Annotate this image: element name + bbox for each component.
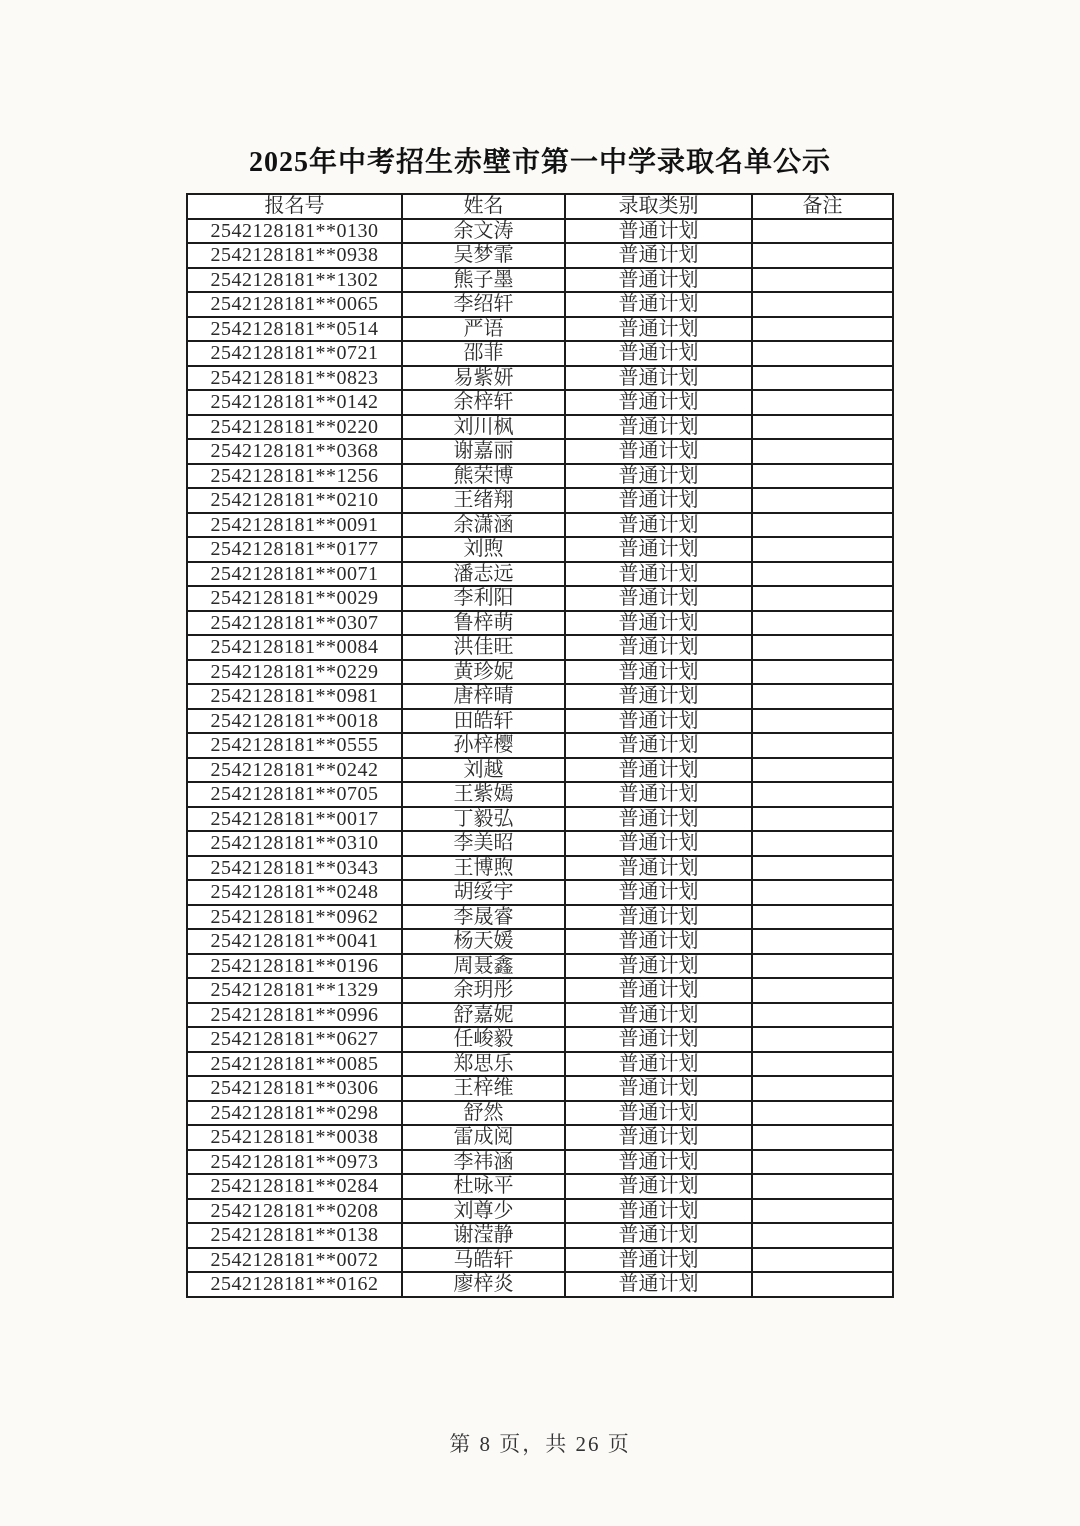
cell-admission-category: 普通计划 [565, 782, 752, 807]
cell-remark [752, 782, 893, 807]
cell-student-name: 熊子墨 [402, 268, 565, 293]
cell-admission-category: 普通计划 [565, 341, 752, 366]
cell-admission-category: 普通计划 [565, 1101, 752, 1126]
cell-student-name: 李祎涵 [402, 1150, 565, 1175]
cell-student-name: 王博煦 [402, 856, 565, 881]
cell-admission-category: 普通计划 [565, 268, 752, 293]
cell-student-name: 丁毅弘 [402, 807, 565, 832]
cell-registration-number: 2542128181**0084 [187, 635, 402, 660]
cell-registration-number: 2542128181**0996 [187, 1003, 402, 1028]
cell-registration-number: 2542128181**0973 [187, 1150, 402, 1175]
cell-student-name: 余潇涵 [402, 513, 565, 538]
cell-registration-number: 2542128181**0208 [187, 1199, 402, 1224]
cell-student-name: 潘志远 [402, 562, 565, 587]
cell-student-name: 吴梦霏 [402, 243, 565, 268]
cell-remark [752, 219, 893, 244]
cell-remark [752, 366, 893, 391]
table-row [187, 782, 893, 807]
cell-student-name: 李绍轩 [402, 292, 565, 317]
table-row [187, 1027, 893, 1052]
cell-remark [752, 709, 893, 734]
cell-student-name: 马皓轩 [402, 1248, 565, 1273]
cell-admission-category: 普通计划 [565, 905, 752, 930]
cell-remark [752, 1174, 893, 1199]
cell-student-name: 余玥彤 [402, 978, 565, 1003]
cell-registration-number: 2542128181**0823 [187, 366, 402, 391]
cell-remark [752, 807, 893, 832]
table-row [187, 660, 893, 685]
cell-registration-number: 2542128181**0962 [187, 905, 402, 930]
cell-remark [752, 464, 893, 489]
cell-student-name: 洪佳旺 [402, 635, 565, 660]
cell-registration-number: 2542128181**0029 [187, 586, 402, 611]
cell-remark [752, 1125, 893, 1150]
cell-student-name: 鲁梓萌 [402, 611, 565, 636]
cell-student-name: 刘尊少 [402, 1199, 565, 1224]
cell-admission-category: 普通计划 [565, 488, 752, 513]
cell-student-name: 舒嘉妮 [402, 1003, 565, 1028]
cell-registration-number: 2542128181**0162 [187, 1272, 402, 1297]
cell-remark [752, 611, 893, 636]
cell-student-name: 田皓轩 [402, 709, 565, 734]
cell-remark [752, 1199, 893, 1224]
table-row [187, 537, 893, 562]
cell-remark [752, 758, 893, 783]
table-row [187, 831, 893, 856]
cell-registration-number: 2542128181**0555 [187, 733, 402, 758]
cell-remark [752, 856, 893, 881]
cell-registration-number: 2542128181**0018 [187, 709, 402, 734]
cell-registration-number: 2542128181**0721 [187, 341, 402, 366]
cell-registration-number: 2542128181**0310 [187, 831, 402, 856]
table-row [187, 1076, 893, 1101]
cell-registration-number: 2542128181**0298 [187, 1101, 402, 1126]
cell-admission-category: 普通计划 [565, 586, 752, 611]
cell-student-name: 余文涛 [402, 219, 565, 244]
cell-remark [752, 978, 893, 1003]
cell-registration-number: 2542128181**0981 [187, 684, 402, 709]
cell-admission-category: 普通计划 [565, 1223, 752, 1248]
cell-remark [752, 905, 893, 930]
cell-student-name: 郑思乐 [402, 1052, 565, 1077]
cell-student-name: 胡绥宇 [402, 880, 565, 905]
cell-remark [752, 415, 893, 440]
cell-remark [752, 341, 893, 366]
table-row [187, 513, 893, 538]
table-row [187, 635, 893, 660]
table-row [187, 684, 893, 709]
table-row [187, 954, 893, 979]
cell-admission-category: 普通计划 [565, 1248, 752, 1273]
table-row [187, 562, 893, 587]
cell-admission-category: 普通计划 [565, 513, 752, 538]
cell-remark [752, 1052, 893, 1077]
cell-remark [752, 733, 893, 758]
cell-admission-category: 普通计划 [565, 684, 752, 709]
cell-student-name: 杨天媛 [402, 929, 565, 954]
table-row [187, 709, 893, 734]
cell-admission-category: 普通计划 [565, 292, 752, 317]
cell-student-name: 邵菲 [402, 341, 565, 366]
cell-registration-number: 2542128181**0343 [187, 856, 402, 881]
cell-registration-number: 2542128181**0248 [187, 880, 402, 905]
cell-admission-category: 普通计划 [565, 807, 752, 832]
table-row [187, 439, 893, 464]
cell-admission-category: 普通计划 [565, 1272, 752, 1297]
cell-remark [752, 562, 893, 587]
cell-admission-category: 普通计划 [565, 537, 752, 562]
cell-registration-number: 2542128181**1256 [187, 464, 402, 489]
cell-remark [752, 439, 893, 464]
table-row [187, 366, 893, 391]
header-row [187, 194, 893, 219]
table-row [187, 464, 893, 489]
table-row [187, 880, 893, 905]
cell-student-name: 舒然 [402, 1101, 565, 1126]
cell-student-name: 黄珍妮 [402, 660, 565, 685]
table-row [187, 1199, 893, 1224]
cell-registration-number: 2542128181**0085 [187, 1052, 402, 1077]
table-row [187, 1150, 893, 1175]
cell-remark [752, 317, 893, 342]
cell-admission-category: 普通计划 [565, 635, 752, 660]
cell-admission-category: 普通计划 [565, 1052, 752, 1077]
cell-registration-number: 2542128181**0210 [187, 488, 402, 513]
cell-registration-number: 2542128181**0938 [187, 243, 402, 268]
cell-admission-category: 普通计划 [565, 856, 752, 881]
cell-student-name: 熊荣博 [402, 464, 565, 489]
admission-table [186, 193, 894, 1298]
cell-student-name: 易紫妍 [402, 366, 565, 391]
cell-student-name: 唐梓晴 [402, 684, 565, 709]
cell-remark [752, 929, 893, 954]
table-row [187, 1272, 893, 1297]
cell-student-name: 李美昭 [402, 831, 565, 856]
cell-remark [752, 660, 893, 685]
table-row [187, 341, 893, 366]
column-header-remark: 备注 [752, 194, 893, 219]
table-row [187, 219, 893, 244]
cell-student-name: 雷成阅 [402, 1125, 565, 1150]
table-row [187, 1174, 893, 1199]
cell-admission-category: 普通计划 [565, 880, 752, 905]
table-row [187, 292, 893, 317]
cell-admission-category: 普通计划 [565, 758, 752, 783]
cell-remark [752, 831, 893, 856]
cell-registration-number: 2542128181**0242 [187, 758, 402, 783]
cell-registration-number: 2542128181**0038 [187, 1125, 402, 1150]
cell-student-name: 谢嘉丽 [402, 439, 565, 464]
table-row [187, 856, 893, 881]
cell-admission-category: 普通计划 [565, 954, 752, 979]
table-row [187, 978, 893, 1003]
cell-admission-category: 普通计划 [565, 439, 752, 464]
cell-remark [752, 292, 893, 317]
cell-registration-number: 2542128181**0071 [187, 562, 402, 587]
cell-admission-category: 普通计划 [565, 366, 752, 391]
cell-registration-number: 2542128181**0705 [187, 782, 402, 807]
column-header-admission-category: 录取类别 [565, 194, 752, 219]
cell-admission-category: 普通计划 [565, 317, 752, 342]
table-row [187, 1223, 893, 1248]
table-row [187, 905, 893, 930]
cell-registration-number: 2542128181**0091 [187, 513, 402, 538]
table-row [187, 1052, 893, 1077]
table-row [187, 1125, 893, 1150]
table-row [187, 1248, 893, 1273]
cell-registration-number: 2542128181**0306 [187, 1076, 402, 1101]
cell-remark [752, 1003, 893, 1028]
cell-admission-category: 普通计划 [565, 1150, 752, 1175]
cell-remark [752, 1101, 893, 1126]
cell-admission-category: 普通计划 [565, 1076, 752, 1101]
cell-registration-number: 2542128181**0284 [187, 1174, 402, 1199]
cell-admission-category: 普通计划 [565, 660, 752, 685]
cell-student-name: 王紫嫣 [402, 782, 565, 807]
table-row [187, 1101, 893, 1126]
cell-remark [752, 1076, 893, 1101]
cell-remark [752, 268, 893, 293]
cell-student-name: 李利阳 [402, 586, 565, 611]
cell-registration-number: 2542128181**1329 [187, 978, 402, 1003]
table-row [187, 390, 893, 415]
cell-remark [752, 1223, 893, 1248]
cell-registration-number: 2542128181**0627 [187, 1027, 402, 1052]
cell-remark [752, 1248, 893, 1273]
cell-student-name: 周聂鑫 [402, 954, 565, 979]
cell-registration-number: 2542128181**0177 [187, 537, 402, 562]
cell-admission-category: 普通计划 [565, 562, 752, 587]
cell-admission-category: 普通计划 [565, 978, 752, 1003]
cell-registration-number: 2542128181**0368 [187, 439, 402, 464]
cell-student-name: 谢滢静 [402, 1223, 565, 1248]
cell-remark [752, 586, 893, 611]
cell-admission-category: 普通计划 [565, 219, 752, 244]
cell-admission-category: 普通计划 [565, 611, 752, 636]
page-number: 第 8 页，共 26 页 [449, 1432, 631, 1456]
cell-registration-number: 2542128181**1302 [187, 268, 402, 293]
cell-admission-category: 普通计划 [565, 390, 752, 415]
column-header-name: 姓名 [402, 194, 565, 219]
table-row [187, 758, 893, 783]
cell-registration-number: 2542128181**0142 [187, 390, 402, 415]
cell-remark [752, 1027, 893, 1052]
admission-table-header [187, 194, 893, 219]
cell-student-name: 孙梓樱 [402, 733, 565, 758]
cell-registration-number: 2542128181**0220 [187, 415, 402, 440]
table-row [187, 733, 893, 758]
cell-student-name: 杜咏平 [402, 1174, 565, 1199]
cell-admission-category: 普通计划 [565, 709, 752, 734]
cell-admission-category: 普通计划 [565, 415, 752, 440]
cell-remark [752, 513, 893, 538]
table-row [187, 415, 893, 440]
cell-student-name: 廖梓炎 [402, 1272, 565, 1297]
table-row [187, 243, 893, 268]
cell-registration-number: 2542128181**0229 [187, 660, 402, 685]
cell-registration-number: 2542128181**0065 [187, 292, 402, 317]
column-header-registration-number: 报名号 [187, 194, 402, 219]
table-row [187, 611, 893, 636]
cell-registration-number: 2542128181**0138 [187, 1223, 402, 1248]
cell-remark [752, 635, 893, 660]
cell-admission-category: 普通计划 [565, 243, 752, 268]
cell-student-name: 李晟睿 [402, 905, 565, 930]
table-row [187, 268, 893, 293]
cell-registration-number: 2542128181**0196 [187, 954, 402, 979]
cell-admission-category: 普通计划 [565, 1027, 752, 1052]
cell-student-name: 任峻毅 [402, 1027, 565, 1052]
cell-admission-category: 普通计划 [565, 1174, 752, 1199]
cell-remark [752, 880, 893, 905]
cell-remark [752, 488, 893, 513]
cell-admission-category: 普通计划 [565, 464, 752, 489]
cell-remark [752, 1272, 893, 1297]
table-row [187, 488, 893, 513]
cell-registration-number: 2542128181**0514 [187, 317, 402, 342]
cell-remark [752, 1150, 893, 1175]
table-row [187, 1003, 893, 1028]
cell-student-name: 刘煦 [402, 537, 565, 562]
cell-student-name: 刘越 [402, 758, 565, 783]
cell-student-name: 严语 [402, 317, 565, 342]
cell-admission-category: 普通计划 [565, 929, 752, 954]
cell-remark [752, 390, 893, 415]
page-title: 2025年中考招生赤壁市第一中学录取名单公示 [248, 147, 831, 178]
cell-admission-category: 普通计划 [565, 1003, 752, 1028]
cell-admission-category: 普通计划 [565, 1125, 752, 1150]
cell-admission-category: 普通计划 [565, 831, 752, 856]
table-row [187, 586, 893, 611]
cell-student-name: 王梓维 [402, 1076, 565, 1101]
table-row [187, 807, 893, 832]
cell-registration-number: 2542128181**0017 [187, 807, 402, 832]
cell-student-name: 王绪翔 [402, 488, 565, 513]
table-row [187, 317, 893, 342]
cell-remark [752, 954, 893, 979]
cell-student-name: 余梓轩 [402, 390, 565, 415]
cell-admission-category: 普通计划 [565, 733, 752, 758]
cell-remark [752, 243, 893, 268]
cell-student-name: 刘川枫 [402, 415, 565, 440]
cell-remark [752, 537, 893, 562]
admission-table-body [187, 219, 893, 1297]
cell-registration-number: 2542128181**0072 [187, 1248, 402, 1273]
table-row [187, 929, 893, 954]
cell-remark [752, 684, 893, 709]
cell-registration-number: 2542128181**0041 [187, 929, 402, 954]
cell-admission-category: 普通计划 [565, 1199, 752, 1224]
cell-registration-number: 2542128181**0130 [187, 219, 402, 244]
cell-registration-number: 2542128181**0307 [187, 611, 402, 636]
